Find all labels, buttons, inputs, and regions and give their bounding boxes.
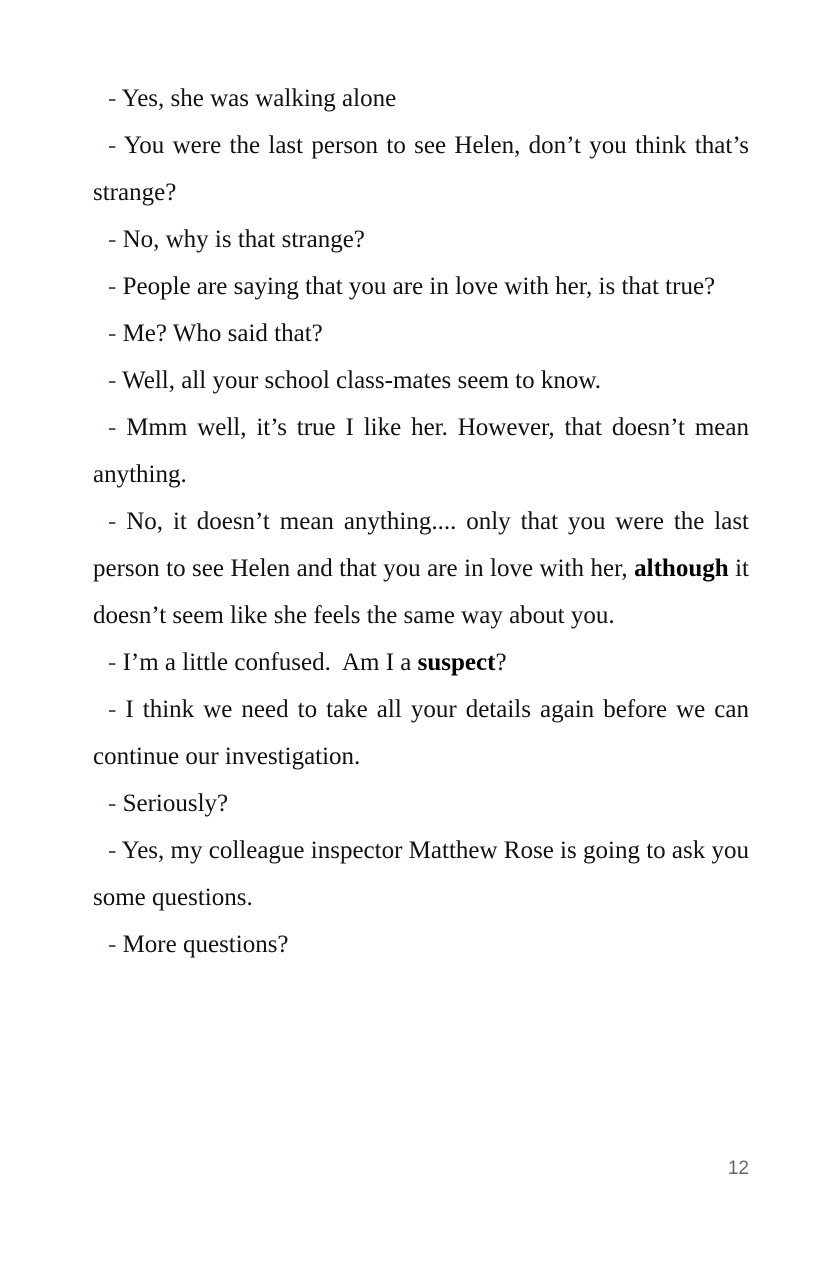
dialogue-dash: -: [108, 931, 123, 958]
page-number: 12: [727, 1158, 749, 1179]
dialogue-line-1: [93, 75, 749, 122]
dialogue-text: You were the last person to see Helen, don’t you think that’s strange?: [93, 132, 750, 206]
dialogue-text: Well, all your school class-mates seem to know.: [122, 367, 602, 394]
dialogue-dash: -: [108, 837, 122, 864]
dialogue-dash: -: [108, 790, 123, 817]
dialogue-text: No, it doesn’t mean anything.... only that you were the last person to see Helen and that you are in love with her,: [93, 508, 749, 582]
dialogue-line-9: [93, 639, 749, 686]
dialogue-dash: -: [108, 226, 123, 253]
document-page: [93, 75, 749, 968]
dialogue-text: it doesn’t seem like she feels the same way about you.: [93, 555, 749, 629]
dialogue-line-6: [93, 357, 749, 404]
dialogue-dash: -: [108, 85, 122, 112]
dialogue-text: ?: [495, 649, 507, 676]
dialogue-text: I think we need to take all your details again before we can continue our investigation.: [93, 696, 749, 770]
dialogue-line-8: [93, 498, 749, 639]
dialogue-line-3: [93, 216, 749, 263]
dialogue-line-11: [93, 780, 749, 827]
dialogue-dash: -: [108, 696, 126, 723]
bold-vocabulary-word: although: [634, 555, 729, 582]
dialogue-dash: -: [108, 273, 123, 300]
dialogue-dash: -: [108, 649, 123, 676]
dialogue-line-12: [93, 827, 749, 921]
dialogue-dash: -: [108, 508, 127, 535]
dialogue-text: Yes, she was walking alone: [121, 85, 397, 112]
dialogue-text: I’m a little confused. Am I a: [122, 649, 418, 676]
dialogue-line-5: [93, 310, 749, 357]
dialogue-line-4: [93, 263, 749, 310]
dialogue-dash: -: [108, 132, 124, 159]
dialogue-text: People are saying that you are in love with her, is that true?: [122, 273, 716, 300]
dialogue-text: More questions?: [122, 931, 289, 958]
dialogue-dash: -: [108, 367, 123, 394]
dialogue-dash: -: [108, 414, 127, 441]
dialogue-line-7: [93, 404, 749, 498]
dialogue-line-2: [93, 122, 749, 216]
dialogue-line-13: [93, 921, 749, 968]
dialogue-text: Me? Who said that?: [122, 320, 323, 347]
dialogue-text: Seriously?: [122, 790, 229, 817]
dialogue-text: Mmm well, it’s true I like her. However, that doesn’t mean anything.: [93, 414, 749, 488]
bold-vocabulary-word: suspect: [417, 649, 496, 676]
dialogue-line-10: [93, 686, 749, 780]
dialogue-text: Yes, my colleague inspector Matthew Rose is going to ask you some questions.: [93, 837, 749, 911]
dialogue-text: No, why is that strange?: [122, 226, 365, 253]
dialogue-dash: -: [108, 320, 123, 347]
